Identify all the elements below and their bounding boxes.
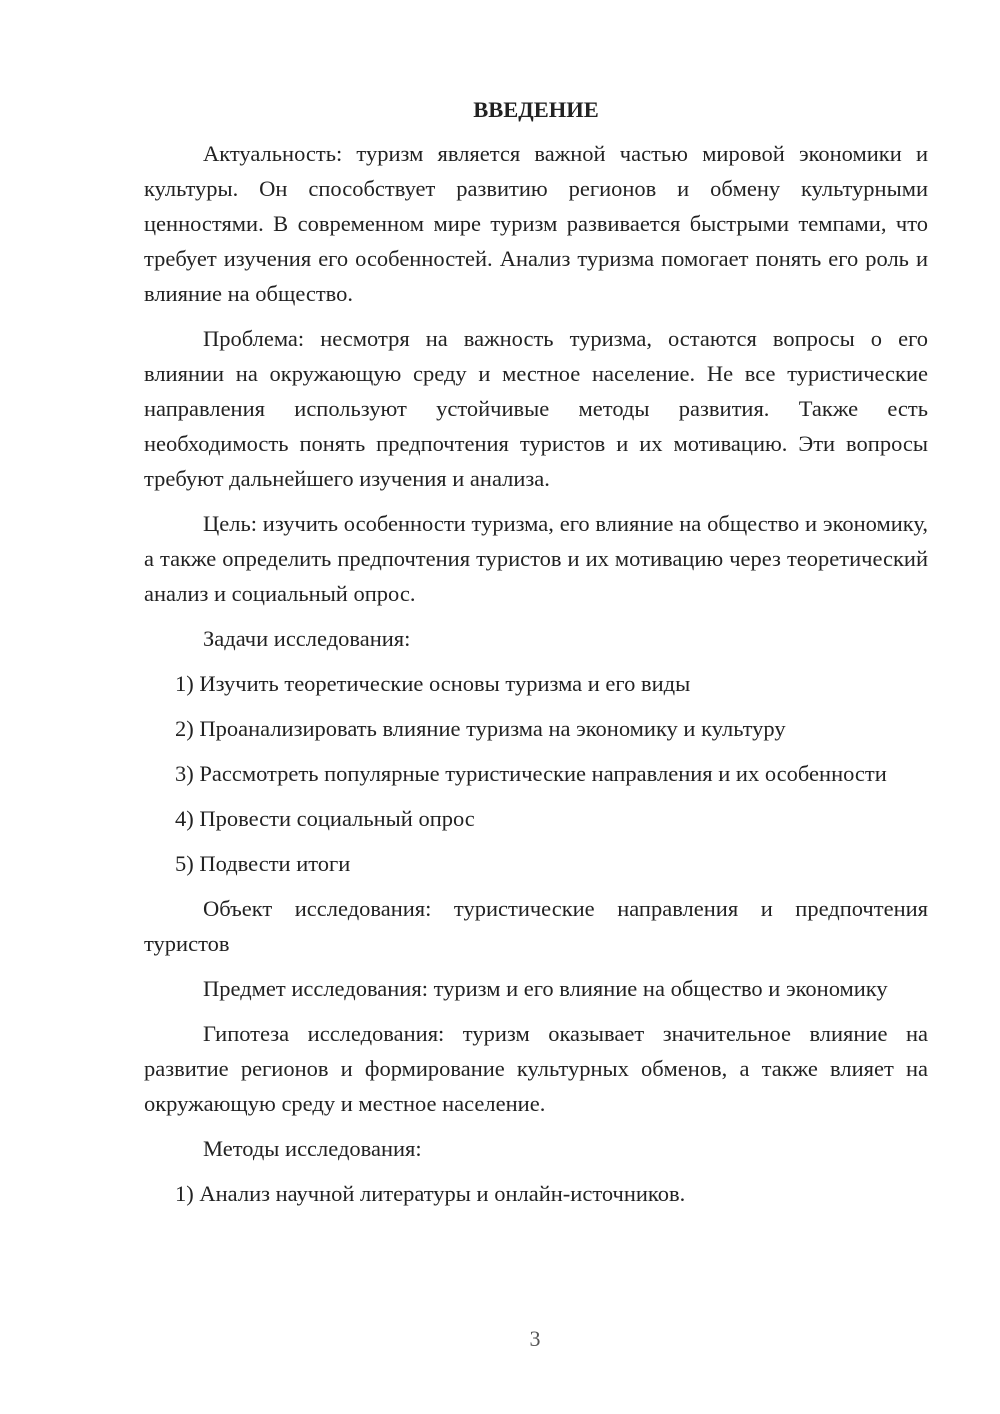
methods-title: Методы исследования: (203, 1136, 422, 1161)
page-number: 3 (529, 1326, 541, 1351)
task-item-3: 3) Рассмотреть популярные туристические направления и их особенности (175, 761, 887, 786)
tasks-title: Задачи исследования: (203, 626, 411, 651)
task-item-1: 1) Изучить теоретические основы туризма и его виды (175, 671, 691, 696)
task-item-4: 4) Провести социальный опрос (175, 806, 475, 831)
problem-paragraph: Проблема: несмотря на важность туризма, остаются вопросы о его влиянии на окружающую среду и местное население. Не все туристические направления используют устойчивые методы развития. Также есть необходимость понять предпочтения туристов и их мотивацию. Эти вопросы требуют дальнейшего изучения и анализа. (144, 326, 928, 491)
section-heading: ВВЕДЕНИЕ (473, 97, 599, 122)
hypothesis-paragraph: Гипотеза исследования: туризм оказывает значительное влияние на развитие регионов и формирование культурных обменов, а также влияет на окружающую среду и местное население. (144, 1021, 928, 1116)
subject-paragraph: Предмет исследования: туризм и его влияние на общество и экономику (203, 976, 888, 1001)
task-item-2: 2) Проанализировать влияние туризма на экономику и культуру (175, 716, 786, 741)
goal-paragraph: Цель: изучить особенности туризма, его влияние на общество и экономику, а также определить предпочтения туристов и их мотивацию через теоретический анализ и социальный опрос. (144, 511, 928, 606)
object-paragraph: Объект исследования: туристические направления и предпочтения туристов (144, 896, 928, 956)
method-item-1: 1) Анализ научной литературы и онлайн-источников. (175, 1181, 686, 1206)
document-page (144, 88, 928, 1221)
relevance-paragraph: Актуальность: туризм является важной частью мировой экономики и культуры. Он способствует развитию регионов и обмену культурными ценностями. В современном мире туризм развивается быстрыми темпами, что требует изучения его особенностей. Анализ туризма помогает понять его роль и влияние на общество. (144, 141, 928, 306)
task-item-5: 5) Подвести итоги (175, 851, 351, 876)
